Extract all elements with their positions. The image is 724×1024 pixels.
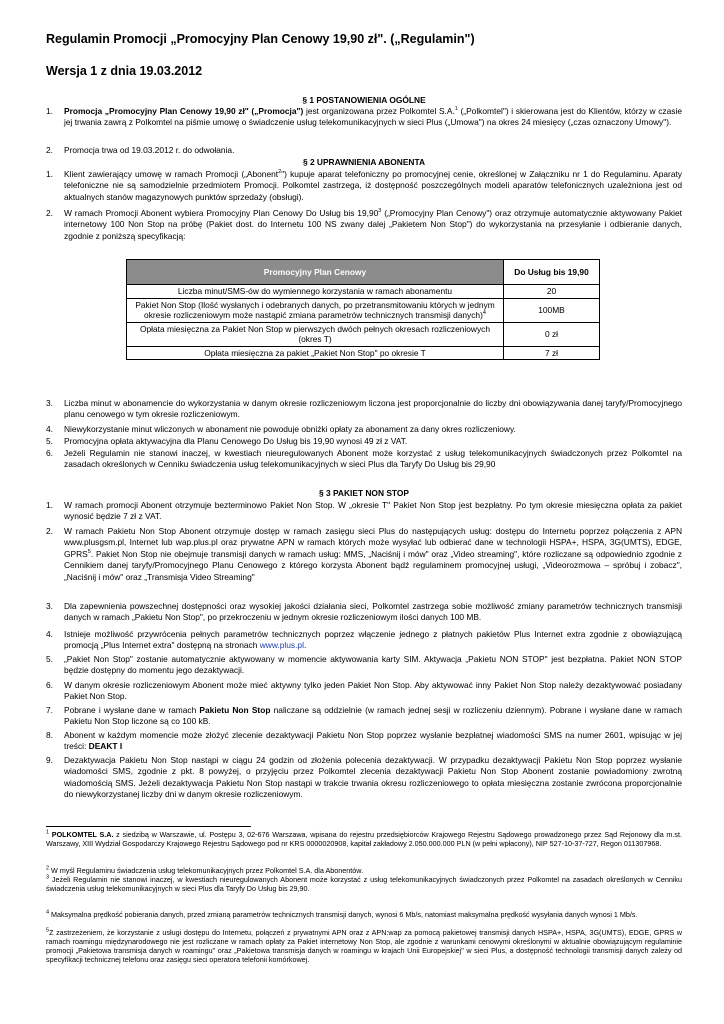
table-cell-value: 0 zł (504, 322, 600, 346)
item-text: Dla zapewnienia powszechnej dostępności oraz wysokiej jakości działania sieci, Polkomtel zastrzega sobie możliwość zmiany parametrów technicznych transmisji danych w ramach „Pakietu Non Stop", po przekroczeniu w jednym okresie rozliczeniowym ilości danych 100 MB. (64, 601, 682, 623)
item-text: Abonent w każdym momencie może złożyć zlecenie dezaktywacji Pakietu Non Stop poprzez wysłanie bezpłatnej wiadomości SMS na numer 2601, wpisując w jej treści: (64, 730, 682, 752)
item-number: 1. (46, 500, 53, 510)
item-number: 6. (46, 448, 53, 458)
item-text: Klient zawierający umowę w ramach Promocji („Abonent (64, 169, 279, 179)
table-row (127, 346, 600, 360)
footnote-text: W myśl Regulaminu świadczenia usług telekomunikacyjnych przez Polkomtel S.A. dla Abonentów. (49, 866, 364, 875)
item-text: Promocyjna opłata aktywacyjna dla Planu Cenowego Do Usług bis 19,90 wynosi 49 zł z VAT. (64, 436, 408, 446)
item-number: 5. (46, 654, 53, 664)
footnote-ref[interactable]: 4 (482, 310, 486, 317)
table-row (127, 285, 600, 299)
promo-name: Promocja „Promocyjny Plan Cenowy 19,90 zł" („Promocja") (64, 106, 304, 116)
s2-item-1 (46, 169, 682, 203)
footnote-4 (46, 910, 682, 919)
footnote-number: 3 (46, 874, 50, 881)
s2-item-2 (46, 208, 682, 242)
price-plan-table (126, 259, 600, 360)
footnote-5 (46, 929, 682, 965)
item-text: „Pakiet Non Stop" zostanie automatycznie aktywowany w momencie aktywowania karty SIM. Aktywacja „Pakietu NON STOP" jest bezpłatna. Pakiet NON STOP będzie dostępny do momentu jego dezaktywacji. (64, 654, 682, 676)
plus-website-link[interactable]: www.plus.pl (259, 640, 304, 651)
footnote-3 (46, 875, 682, 893)
footnote-ref[interactable]: 3 (378, 208, 382, 215)
item-text-bold: Pakietu Non Stop (199, 705, 271, 715)
item-number: 3. (46, 398, 53, 408)
s1-item-1 (46, 106, 682, 129)
table-row (127, 322, 600, 346)
s2-item-6 (46, 448, 682, 471)
item-number: 4. (46, 424, 53, 434)
footnote-text: Z zastrzeżeniem, że korzystanie z usługi dostępu do Internetu, połączeń z prywatnymi APN oraz z APN:wap za pomocą pakietowej transmisji danych HSPA+, HSPA, 3G(UMTS), EDGE, GPRS w ramach roamingu międzynarodowego nie jest rozliczane w ramach opłaty za Pakiet internetowy Non Stop, ale zgodnie z warunkami cenowymi określonymi w aktualnie obowiązującym regulaminie promocji „Pakietowa transmisja danych w roamingu" oraz „Pakietowa transmisja danych w roamingu w krajach Unii Europejskiej" w sieci Plus, a dostępność technologii transmisji danych zależy od specyfikacji technicznej telefonu oraz zasięgu sieci operatora telefonii komórkowej. (46, 928, 682, 964)
item-text: W danym okresie rozliczeniowym Abonent może mieć aktywny tylko jeden Pakiet Non Stop. Aby aktywować inny Pakiet Non Stop należy dezaktywować posiadany Pakiet Non Stop. (64, 680, 682, 702)
footnote-ref[interactable]: 1 (454, 106, 458, 113)
document-version: Wersja 1 z dnia 19.03.2012 (46, 64, 203, 78)
item-number: 1. (46, 169, 53, 179)
table-cell-label-text: Pakiet Non Stop (Ilość wysłanych i odebranych danych, po przetransmitowaniu których w jednym okresie rozliczeniowym może nastąpić zmiana parametrów technicznych transmisji danych) (135, 299, 495, 320)
footnote-ref[interactable]: 2 (278, 169, 282, 176)
document-title: Regulamin Promocji „Promocyjny Plan Cenowy 19,90 zł". („Regulamin") (46, 32, 475, 46)
s3-item-4 (46, 629, 682, 652)
s2-item-4 (46, 424, 682, 435)
item-text: Pobrane i wysłane dane w ramach (64, 705, 200, 715)
item-text: W ramach promocji Abonent otrzymuje bezterminowo Pakiet Non Stop. W „okresie T" Pakiet Non Stop jest bezpłatny. Po tym okresie miesięczna opłata za pakiet wynosić będzie 7 zł z VAT. (64, 500, 682, 522)
section-3-heading: § 3 PAKIET NON STOP (319, 488, 409, 498)
sms-command: DEAKT I (88, 741, 123, 752)
s3-item-2 (46, 526, 682, 583)
company-name: POLKOMTEL S.A. (51, 830, 114, 839)
s2-item-3 (46, 398, 682, 421)
s3-item-1 (46, 500, 682, 523)
footnote-divider (46, 826, 251, 827)
s3-item-8 (46, 730, 682, 753)
item-number: 2. (46, 145, 53, 155)
table-cell-label: Opłata miesięczna za Pakiet Non Stop w pierwszych dwóch pełnych okresach rozliczeniowych (okres T) (127, 322, 504, 346)
footnote-number: 5 (46, 927, 50, 934)
item-text: Niewykorzystanie minut wliczonych w abonament nie powoduje obniżki opłaty za abonament za dany okres rozliczeniowy. (64, 424, 516, 434)
item-number: 8. (46, 730, 53, 740)
item-number: 1. (46, 106, 53, 116)
item-text: naliczane są oddzielnie (w ramach jednej sesji w rozliczeniu dziennym). Pobrane i wysłane dane w ramach Pakietu Non Stop liczone są co 100 kB. (64, 705, 682, 727)
s3-item-6 (46, 680, 682, 703)
item-number: 9. (46, 755, 53, 765)
item-text: („Polkomtel") i skierowana jest do Klientów, którzy w czasie jej trwania zawrą z Polkomtel na piśmie umowę o świadczenie usług telekomunikacyjnych w sieci Plus („Umowa") na okres 24 miesięcy („czas oznaczony Umowy"). (64, 106, 682, 128)
table-cell-value: 100MB (504, 298, 600, 322)
s3-item-3 (46, 601, 682, 624)
item-number: 6. (46, 680, 53, 690)
item-number: 5. (46, 436, 53, 446)
item-number: 2. (46, 526, 53, 536)
item-text: („Promocyjny Plan Cenowy") oraz otrzymuje automatycznie aktywowany Pakiet internetowy 100 Non Stop na próbę (Pakiet dost. do Internetu 100 NS zwany dalej „Pakietem Non Stop") do wykorzystania na przesyłanie i odbieranie danych, zgodnie z poniższą specyfikacją: (64, 208, 682, 241)
table-cell-value: 20 (504, 285, 600, 299)
section-1-heading: § 1 POSTANOWIENIA OGÓLNE (302, 95, 426, 105)
item-number: 4. (46, 629, 53, 639)
item-text: Istnieje możliwość przywrócenia pełnych parametrów technicznych poprzez włączenie jednego z płatnych pakietów Plus Internet extra zgodnie z obowiązującą promocją „Plus Internet extra" dostępną na stronach (64, 629, 682, 651)
item-text: W ramach Pakietu Non Stop Abonent otrzymuje dostęp w ramach zasięgu sieci Plus do następujących usług: dostępu do Internetu poprzez połączenia z APN www.plusgsm.pl, Internet lub wap.plus.pl oraz prywatne APN w ramach których może wysyłać lub odbierać dane w technologii HSPA+, HSPA, 3G(UMTS), EDGE, GPRS (64, 526, 682, 559)
s2-item-5 (46, 436, 682, 447)
table-row (127, 298, 600, 322)
footnote-ref[interactable]: 5 (87, 549, 91, 556)
table-cell-label: Opłata miesięczna za pakiet „Pakiet Non Stop" po okresie T (127, 346, 504, 360)
section-2-heading: § 2 UPRAWNIENIA ABONENTA (302, 157, 426, 167)
footnote-1 (46, 830, 682, 848)
item-text: Liczba minut w abonamencie do wykorzystania w danym okresie rozliczeniowym liczona jest proporcjonalnie do liczby dni obowiązywania danej taryfy/Promocyjnego planu cenowego w tym okresie rozliczeniowym. (64, 398, 682, 420)
item-text: W ramach Promocji Abonent wybiera Promocyjny Plan Cenowy Do Usług bis 19,90 (64, 208, 379, 218)
footnote-text: Jeżeli Regulamin nie stanowi inaczej, w kwestiach nieuregulowanych Abonent może korzystać z usług telekomunikacyjnych świadczonych przez Polkomtel na zasadach określonych w Cenniku świadczenia usług telekomunikacyjnych w sieci Plus dla Taryfy Do Usług bis 29,90. (46, 875, 682, 894)
item-text: Promocja trwa od 19.03.2012 r. do odwołania. (64, 145, 235, 155)
s3-item-5 (46, 654, 682, 677)
s3-item-7 (46, 705, 682, 728)
footnote-number: 4 (46, 909, 50, 916)
table-cell-label (127, 298, 504, 322)
footnote-2 (46, 866, 682, 875)
item-text: Jeżeli Regulamin nie stanowi inaczej, w kwestiach nieuregulowanych Abonent może korzystać z usług telekomunikacyjnych świadczonych przez Polkomtel na zasadach określonych w Cenniku świadczenia usług telekomunikacyjnych w sieci Plus dla Taryfy Do Usług bis 29,90 (64, 448, 682, 470)
footnote-text: Maksymalna prędkość pobierania danych, przed zmianą parametrów technicznych transmisji danych, wynosi 6 Mb/s, natomiast maksymalna prędkość wysyłania danych wynosi 1 Mb/s. (49, 910, 638, 919)
table-header-tariff: Do Usług bis 19,90 (504, 260, 600, 285)
table-header-plan: Promocyjny Plan Cenowy (127, 260, 504, 285)
table-cell-value: 7 zł (504, 346, 600, 360)
item-number: 3. (46, 601, 53, 611)
item-text: . (303, 640, 307, 651)
footnote-number: 1 (46, 829, 50, 836)
footnote-number: 2 (46, 865, 50, 872)
item-text: jest organizowana przez Polkomtel S.A. (303, 106, 455, 116)
s1-item-2 (46, 145, 682, 156)
footnote-text: z siedzibą w Warszawie, ul. Postępu 3, 02-676 Warszawa, wpisana do rejestru przedsiębiorców Krajowego Rejestru Sądowego prowadzonego przez Sąd Rejonowy dla m.st. Warszawy, XIII Wydział Gospodarczy Krajowego Rejestru Sądowego pod nr KRS 0000020908, kapitał zakładowy 2.050.000.000 PLN (w pełni wpłacony), NIP 527-10-37-727, Regon 011307968. (46, 830, 683, 849)
s3-item-9 (46, 755, 682, 801)
table-cell-label: Liczba minut/SMS-ów do wymiennego korzystania w ramach abonamentu (127, 285, 504, 299)
item-text: ") kupuje aparat telefoniczny po promocyjnej cenie, określonej w Załączniku nr 1 do Regulaminu. Aparaty telefoniczne nie są samodzielnie przedmiotem Promocji. Polkomtel zastrzega, iż dostępność poszczególnych modeli aparatów telefonicznych uzależniona jest od aktualnych stanów magazynowych punktów sprzedaży (obsługi). (64, 169, 682, 202)
item-text: . Pakiet Non Stop nie obejmuje transmisji danych w ramach usług: MMS, „Naciśnij i mów" oraz „Video streaming", które rozliczane są odpowiednio zgodnie z Cennikiem danej taryfy/Promocyjnego Planu Cenowego z którego korzysta Abonent bądź regulaminem promocyjnej usługi, „Videorozmowa – spróbuj i zobacz", „Naciśnij i mów" oraz „Transmisja Video Streaming" (64, 548, 682, 582)
item-number: 7. (46, 705, 53, 715)
item-number: 2. (46, 208, 53, 218)
item-text: Dezaktywacja Pakietu Non Stop nastąpi w ciągu 24 godzin od złożenia polecenia dezaktywacji. W przypadku dezaktywacji Pakietu Non Stop poprzez wysłanie wiadomości SMS, zgodnie z pkt. 8 powyżej, o przyjęciu przez Polkomtel zlecenia dezaktywacji Pakietu Non Stop Abonent zostanie powiadomiony zwrotną wiadomością SMS. Jeżeli dezaktywacja Pakietu Non Stop nastąpi w trakcie trwania okresu rozliczeniowego to opłata miesięczna zostanie zwrócona proporcjonalnie do niewykorzystanej liczby dni w danym okresie rozliczeniowym. (64, 755, 682, 800)
